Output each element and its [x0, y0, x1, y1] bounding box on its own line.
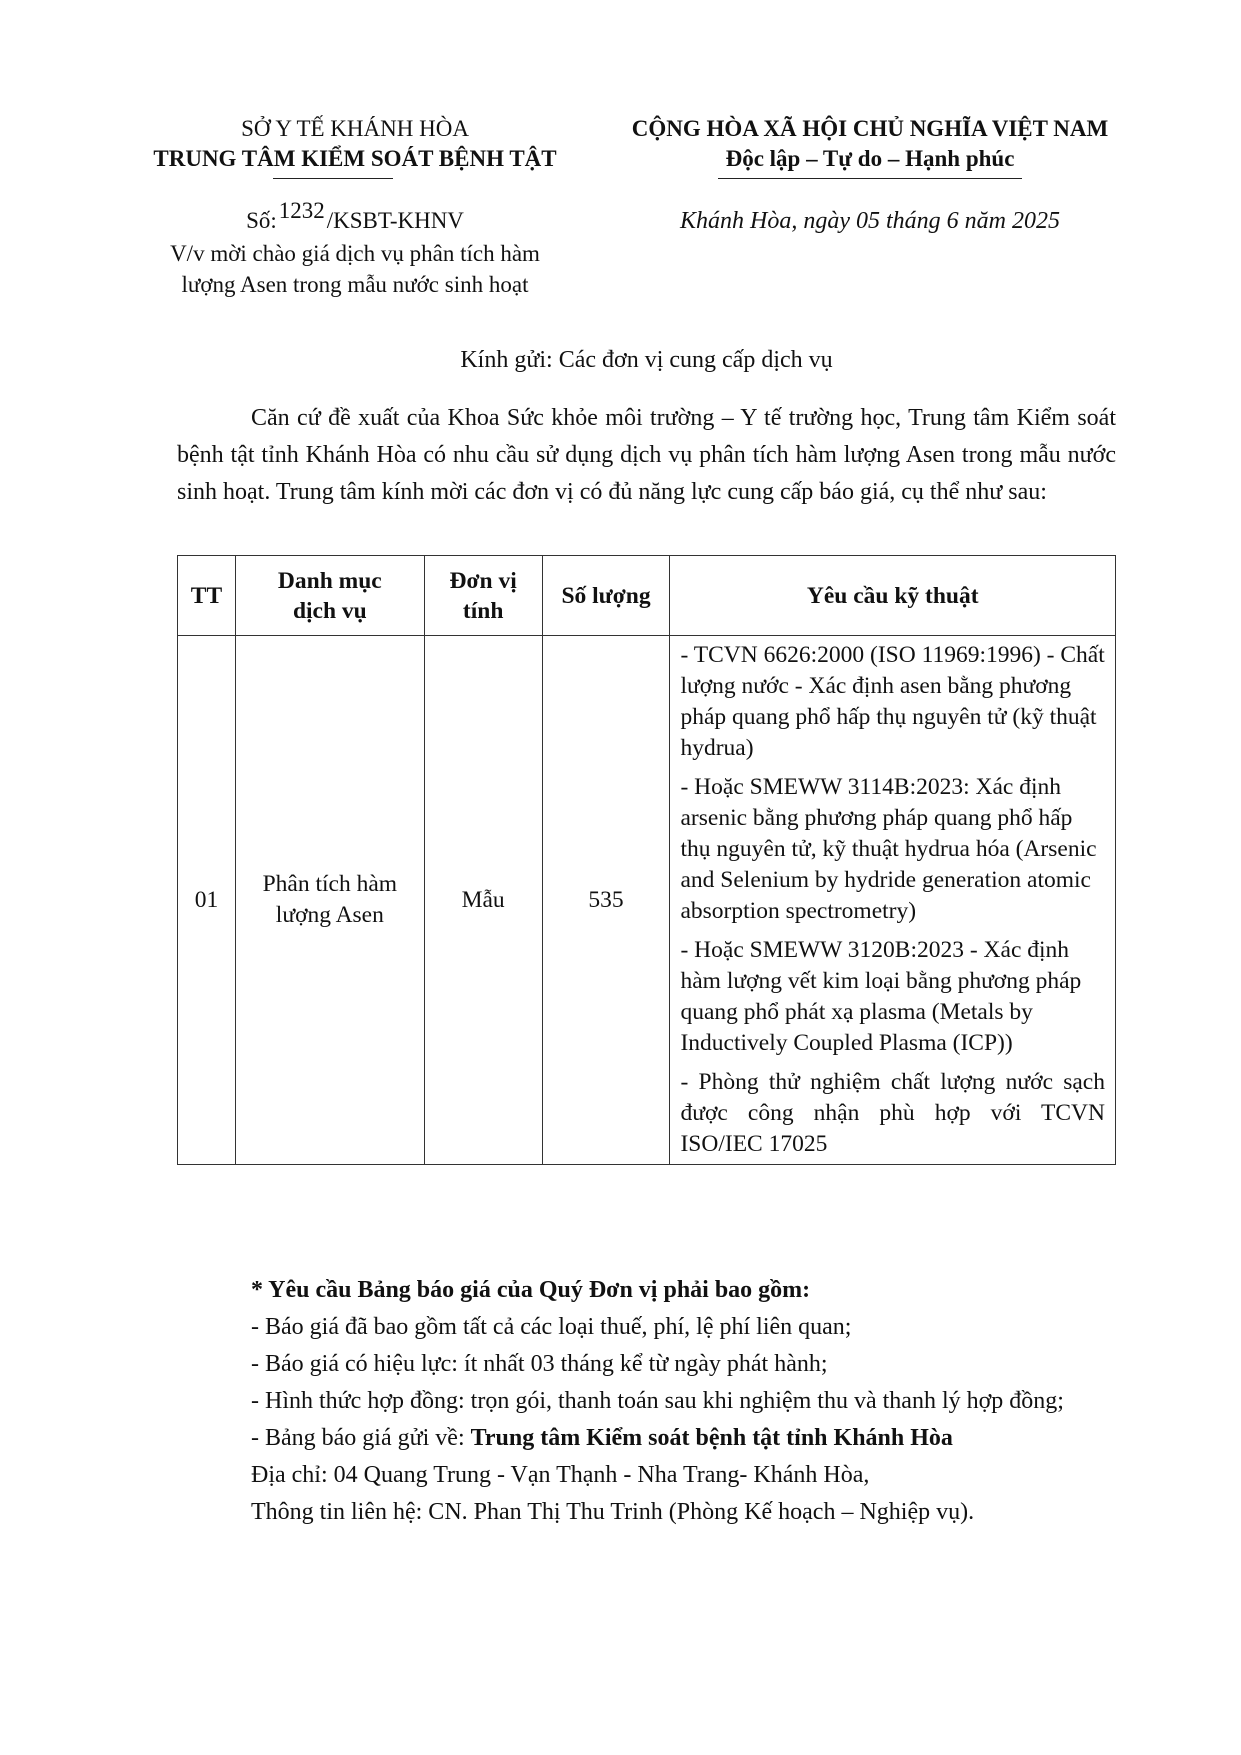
requirement-1: - TCVN 6626:2000 (ISO 11969:1996) - Chất lượng nước - Xác định asen bằng phương pháp quang phổ hấp thụ nguyên tử (kỹ thuật hydrua): [680, 642, 1105, 761]
quote-requirement-validity: - Báo giá có hiệu lực: ít nhất 03 tháng kể từ ngày phát hành;: [251, 1351, 828, 1377]
quote-requirements: [177, 1272, 1116, 1531]
cell-tt: 01: [178, 636, 236, 1165]
number-suffix: /KSBT-KHNV: [326, 208, 464, 233]
number-prefix: Số:: [246, 208, 277, 233]
services-table: [177, 555, 1116, 1165]
quote-requirements-heading: * Yêu cầu Bảng báo giá của Quý Đơn vị phải bao gồm:: [251, 1277, 811, 1303]
col-header-requirements: Yêu cầu kỹ thuật: [670, 556, 1116, 636]
national-motto: Độc lập – Tự do – Hạnh phúc: [725, 146, 1015, 171]
issuer-block: [110, 114, 600, 174]
document-number: [110, 198, 600, 236]
quote-address: Địa chỉ: 04 Quang Trung - Vạn Thạnh - Nha Trang- Khánh Hòa,: [251, 1462, 870, 1488]
col-header-service-line2: dịch vụ: [292, 597, 367, 624]
subject-block: [110, 238, 600, 300]
col-header-unit-line2: tính: [462, 597, 504, 624]
table-row: [178, 636, 1116, 1165]
number-value: 1232: [278, 198, 325, 223]
intro-paragraph: Căn cứ đề xuất của Khoa Sức khỏe môi trường – Y tế trường học, Trung tâm Kiểm soát bệnh tật tỉnh Khánh Hòa có nhu cầu sử dụng dịch vụ phân tích hàm lượng Asen trong mẫu nước sinh hoạt. Trung tâm kính mời các đơn vị có đủ năng lực cung cấp báo giá, cụ thể như sau:: [177, 405, 1116, 505]
requirement-4: - Phòng thử nghiệm chất lượng nước sạch được công nhận phù hợp với TCVN ISO/IEC 17025: [680, 1069, 1105, 1157]
col-header-tt: TT: [178, 556, 236, 636]
col-header-service-line1: Danh mục: [277, 567, 382, 594]
table-header-row: [178, 556, 1116, 636]
quote-send-to: [251, 1420, 1116, 1457]
country-name: CỘNG HÒA XÃ HỘI CHỦ NGHĨA VIỆT NAM: [631, 116, 1109, 141]
subject-line-2: lượng Asen trong mẫu nước sinh hoạt: [181, 272, 529, 297]
quote-requirement-contract: - Hình thức hợp đồng: trọn gói, thanh toán sau khi nghiệm thu và thanh lý hợp đồng;: [251, 1388, 1064, 1414]
subject-line-1: V/v mời chào giá dịch vụ phân tích hàm: [170, 241, 540, 266]
cell-service-line2: lượng Asen: [275, 902, 384, 928]
cell-requirements: [670, 636, 1116, 1165]
national-title-block: [600, 114, 1140, 174]
cell-quantity: 535: [542, 636, 670, 1165]
motto-underline: [718, 178, 1022, 179]
col-header-unit-line1: Đơn vị: [449, 567, 517, 594]
cell-service: [235, 636, 424, 1165]
org-parent: SỞ Y TẾ KHÁNH HÒA: [241, 116, 469, 141]
org-underline: [273, 178, 393, 179]
recipient: Kính gửi: Các đơn vị cung cấp dịch vụ: [460, 347, 833, 373]
quote-send-to-value: Trung tâm Kiểm soát bệnh tật tỉnh Khánh Hòa: [470, 1425, 953, 1451]
col-header-quantity: Số lượng: [542, 556, 670, 636]
col-header-unit: [424, 556, 542, 636]
place-date: Khánh Hòa, ngày 05 tháng 6 năm 2025: [680, 208, 1060, 234]
requirement-3: - Hoặc SMEWW 3120B:2023 - Xác định hàm lượng vết kim loại bằng phương pháp quang phổ phát xạ plasma (Metals by Inductively Coupled Plasma (ICP)): [680, 937, 1082, 1056]
quote-send-to-label: - Bảng báo giá gửi về:: [251, 1425, 465, 1451]
cell-service-line1: Phân tích hàm: [262, 871, 398, 897]
requirement-2: - Hoặc SMEWW 3114B:2023: Xác định arsenic bằng phương pháp quang phổ hấp thụ nguyên tử, kỹ thuật hydrua hóa (Arsenic and Selenium by hydride generation atomic absorption spectrometry): [680, 774, 1097, 924]
org-name: TRUNG TÂM KIỂM SOÁT BỆNH TẬT: [153, 146, 557, 171]
quote-contact: Thông tin liên hệ: CN. Phan Thị Thu Trinh (Phòng Kế hoạch – Nghiệp vụ).: [251, 1499, 975, 1525]
col-header-service: [235, 556, 424, 636]
cell-unit: Mẫu: [424, 636, 542, 1165]
quote-requirement-taxes: - Báo giá đã bao gồm tất cả các loại thuế, phí, lệ phí liên quan;: [251, 1314, 852, 1340]
